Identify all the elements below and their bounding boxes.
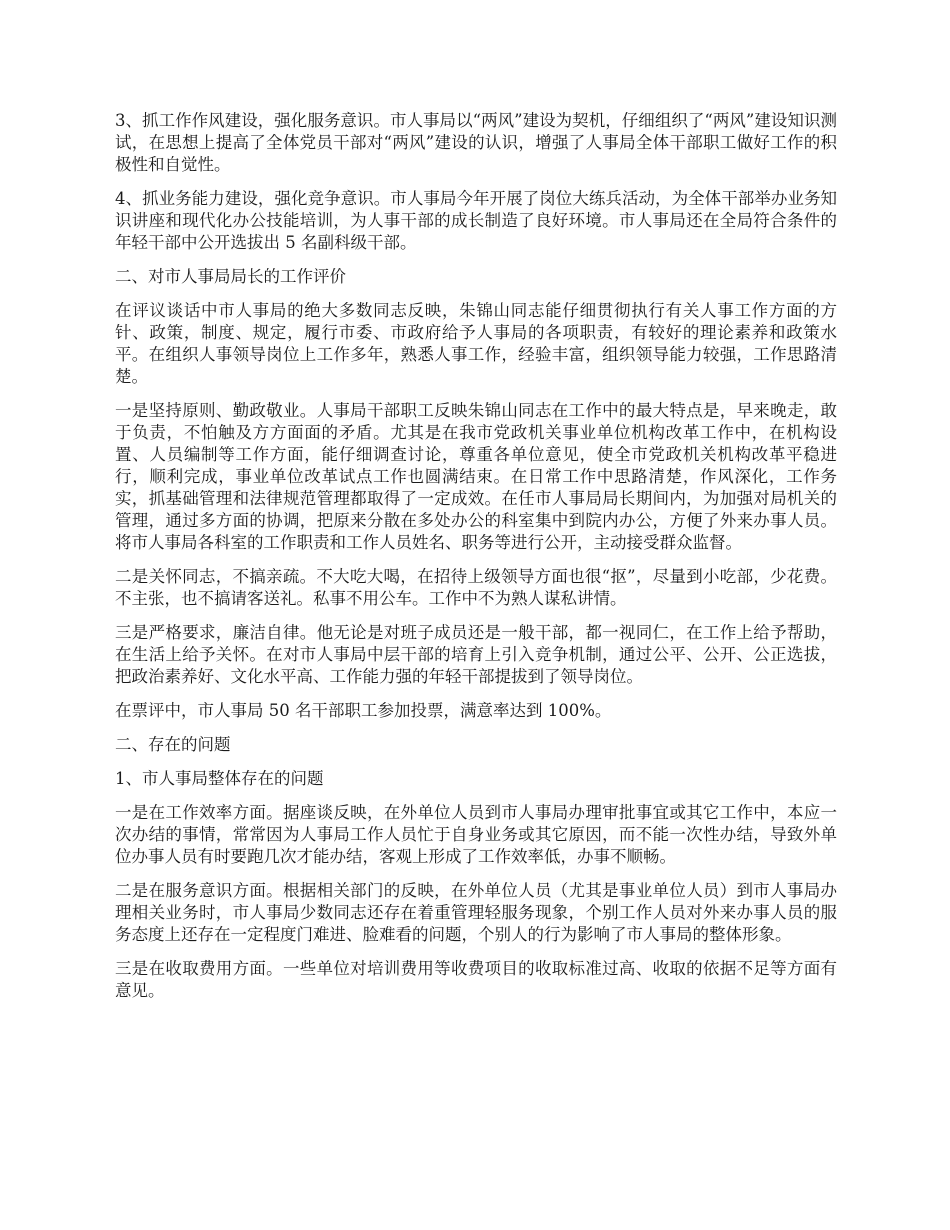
paragraph-work-style: 3、抓工作作风建设，强化服务意识。市人事局以“两风”建设为契机，仔细组织了“两风”建设知识测试，在思想上提高了全体党员干部对“两风”建设的认识，增强了人事局全体干部职工做好工作的积极性和自觉性。 xyxy=(115,111,837,174)
paragraph-strict-integrity: 三是严格要求，廉洁自律。他无论是对班子成员还是一般干部，都一视同仁，在工作上给予帮助，在生活上给予关怀。在对市人事局中层干部的培育上引入竞争机制，通过公平、公开、公正选拔，把政治素养好、文化水平高、工作能力强的年轻干部提拔到了领导岗位。 xyxy=(115,623,837,686)
paragraph-evaluation-summary: 在评议谈话中市人事局的绝大多数同志反映，朱锦山同志能仔细贯彻执行有关人事工作方面的方针、政策，制度、规定，履行市委、市政府给予人事局的各项职责，有较好的理论素养和政策水平。在组织人事领导岗位上工作多年，熟悉人事工作，经验丰富，组织领导能力较强，工作思路清楚。 xyxy=(115,301,837,386)
section-heading-problems: 二、存在的问题 xyxy=(115,735,231,754)
section-heading-director-evaluation: 二、对市人事局局长的工作评价 xyxy=(115,267,346,286)
paragraph-vote-result: 在票评中，市人事局 50 名干部职工参加投票，满意率达到 100%。 xyxy=(115,701,612,720)
document-page xyxy=(115,110,837,1014)
paragraph-business-ability: 4、抓业务能力建设，强化竞争意识。市人事局今年开展了岗位大练兵活动，为全体干部举办业务知识讲座和现代化办公技能培训，为人事干部的成长制造了良好环境。市人事局还在全局符合条件的年轻干部中公开选拔出 5 名副科级干部。 xyxy=(115,189,837,252)
paragraph-principles-diligence: 一是坚持原则、勤政敬业。人事局干部职工反映朱锦山同志在工作中的最大特点是，早来晚走，敢于负责，不怕触及方方面面的矛盾。尤其是在我市党政机关事业单位机构改革工作中，在机构设置、人员编制等工作方面，能仔细调查讨论，尊重各单位意见，使全市党政机关机构改革平稳进行，顺利完成，事业单位改革试点工作也圆满结束。在日常工作中思路清楚，作风深化，工作务实，抓基础管理和法律规范管理都取得了一定成效。在任市人事局局长期间内，为加强对局机关的管理，通过多方面的协调，把原来分散在多处办公的科室集中到院内办公，方便了外来办事人员。将市人事局各科室的工作职责和工作人员姓名、职务等进行公开，主动接受群众监督。 xyxy=(115,401,837,552)
paragraph-care-for-colleagues: 二是关怀同志，不搞亲疏。不大吃大喝，在招待上级领导方面也很“抠”，尽量到小吃部，少花费。不主张，也不搞请客送礼。私事不用公车。工作中不为熟人谋私讲情。 xyxy=(115,567,837,608)
paragraph-service-awareness: 二是在服务意识方面。根据相关部门的反映，在外单位人员（尤其是事业单位人员）到市人事局办理相关业务时，市人事局少数同志还存在着重管理轻服务现象，个别工作人员对外来办事人员的服务态度上还存在一定程度门难进、脸难看的问题，个别人的行为影响了市人事局的整体形象。 xyxy=(115,881,837,944)
paragraph-work-efficiency: 一是在工作效率方面。据座谈反映，在外单位人员到市人事局办理审批事宜或其它工作中，本应一次办结的事情，常常因为人事局工作人员忙于自身业务或其它原因，而不能一次性办结，导致外单位办事人员有时要跑几次才能办结，客观上形成了工作效率低，办事不顺畅。 xyxy=(115,803,837,866)
subheading-overall-problems: 1、市人事局整体存在的问题 xyxy=(115,769,324,788)
paragraph-fee-collection: 三是在收取费用方面。一些单位对培训费用等收费项目的收取标准过高、收取的依据不足等方面有意见。 xyxy=(115,959,837,1000)
